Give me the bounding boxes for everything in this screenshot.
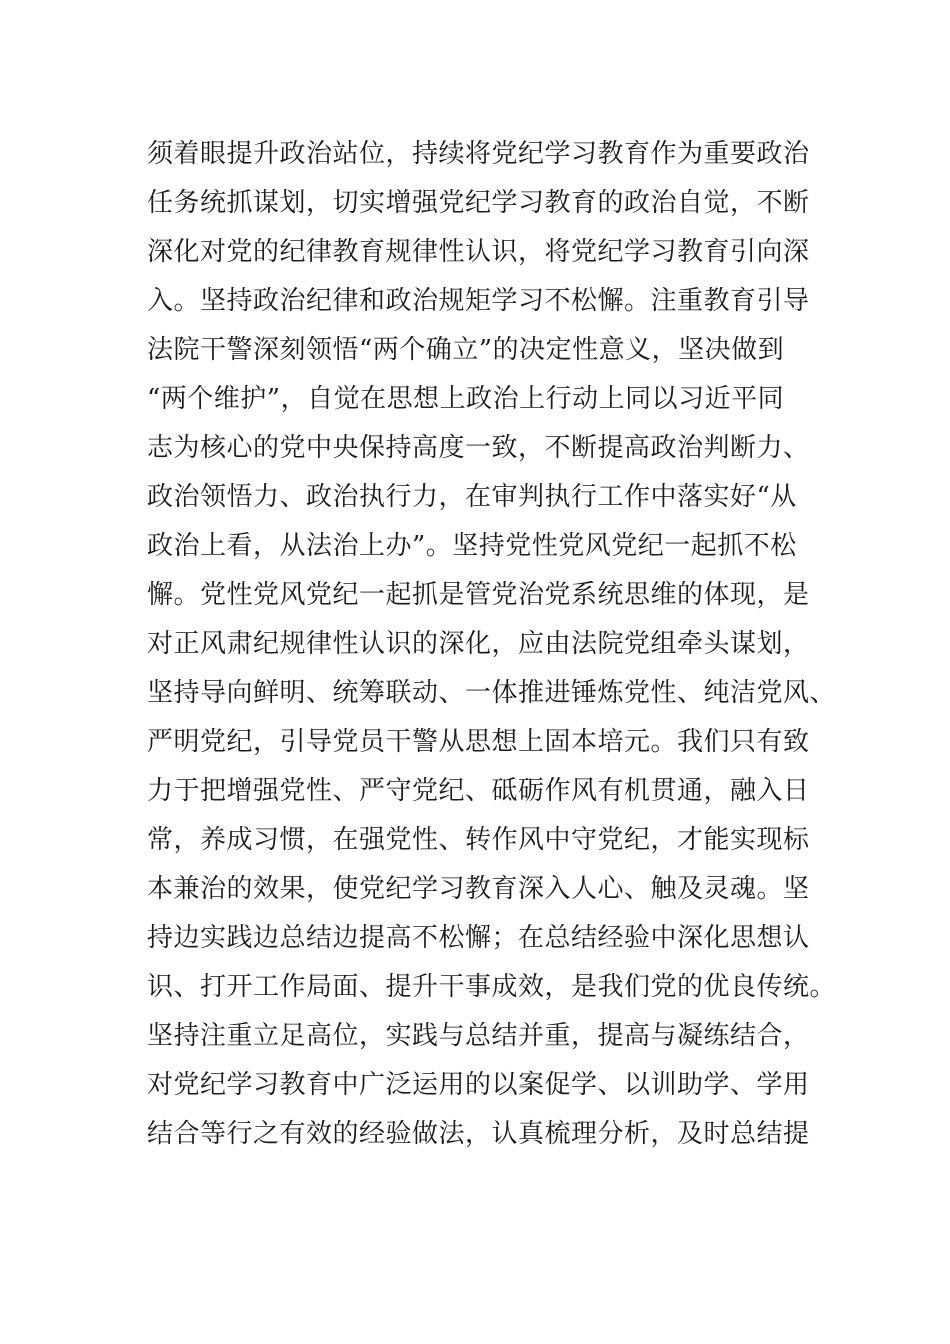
text-line: 对正风肃纪规律性认识的深化，应由法院党组牵头谋划， [147,629,810,659]
text-line: 本兼治的效果，使党纪学习教育深入人心、触及灵魂。坚 [147,874,810,904]
text-line: 力于把增强党性、严守党纪、砥砺作风有机贯通，融入日 [147,776,810,806]
text-line: 坚持导向鲜明、统筹联动、一体推进锤炼党性、纯洁党风、 [147,678,837,708]
text-line: 须着眼提升政治站位，持续将党纪学习教育作为重要政治 [147,139,810,169]
body-paragraph [147,130,837,1159]
text-line: 深化对党的纪律教育规律性认识，将党纪学习教育引向深 [147,237,810,267]
text-line: 政治上看，从法治上办”。坚持党性党风党纪一起抓不松 [147,531,797,561]
text-line: 政治领悟力、政治执行力，在审判执行工作中落实好“从 [147,482,797,512]
text-line: 坚持注重立足高位，实践与总结并重，提高与凝练结合， [147,1021,810,1051]
text-line: 对党纪学习教育中广泛运用的以案促学、以训助学、学用 [147,1070,810,1100]
text-line: 常，养成习惯，在强党性、转作风中守党纪，才能实现标 [147,825,810,855]
text-line: 志为核心的党中央保持高度一致，不断提高政治判断力、 [147,433,810,463]
text-line: 入。坚持政治纪律和政治规矩学习不松懈。注重教育引导 [147,286,810,316]
text-line: 持边实践边总结边提高不松懈；在总结经验中深化思想认 [147,923,810,953]
text-line: 法院干警深刻领悟“两个确立”的决定性意义，坚决做到 [147,335,785,365]
text-line: 识、打开工作局面、提升干事成效，是我们党的优良传统。 [147,972,837,1002]
text-line: “两个维护”，自觉在思想上政治上行动上同以习近平同 [147,384,785,414]
text-line: 严明党纪，引导党员干警从思想上固本培元。我们只有致 [147,727,810,757]
text-line: 懈。党性党风党纪一起抓是管党治党系统思维的体现，是 [147,580,810,610]
text-line: 结合等行之有效的经验做法，认真梳理分析，及时总结提 [147,1119,810,1149]
text-line: 任务统抓谋划，切实增强党纪学习教育的政治自觉，不断 [147,188,810,218]
